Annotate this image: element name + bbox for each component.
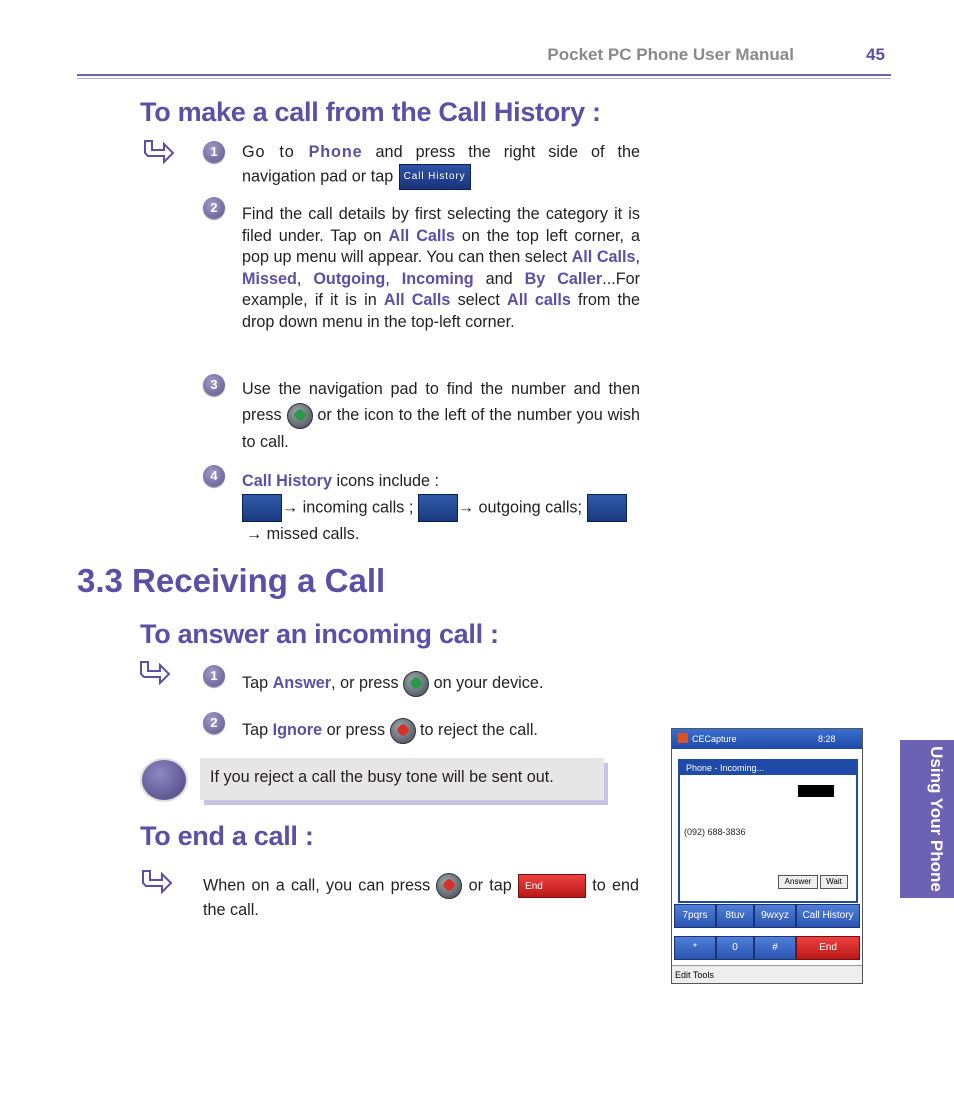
step-text: or press bbox=[322, 721, 386, 739]
answer-step-2-text bbox=[242, 717, 640, 744]
sep: , bbox=[385, 269, 402, 288]
section-number: 3.3 bbox=[77, 562, 123, 599]
incoming-call-icon bbox=[242, 494, 282, 522]
term: By Caller bbox=[524, 269, 603, 288]
term: Missed bbox=[242, 269, 297, 288]
end-button-icon bbox=[436, 873, 462, 899]
key-8[interactable]: 8tuv bbox=[716, 904, 754, 928]
step-text: or the icon to the left of the number you wish to call. bbox=[242, 406, 640, 451]
sep: , bbox=[635, 248, 641, 267]
step-2-text bbox=[242, 204, 640, 334]
step-text: icons include : bbox=[331, 472, 440, 490]
header-rule-thin bbox=[77, 78, 891, 79]
step-4-text bbox=[242, 469, 640, 547]
sep: , bbox=[296, 269, 314, 288]
key-9[interactable]: 9wxyz bbox=[754, 904, 796, 928]
caller-number: (092) 688-3836 bbox=[684, 827, 746, 837]
note-text: If you reject a call the busy tone will be sent out. bbox=[210, 768, 554, 786]
header-rule bbox=[77, 74, 891, 76]
chapter-side-tab bbox=[900, 740, 954, 898]
missed-label: → missed calls. bbox=[246, 525, 360, 543]
section-title-text: Receiving a Call bbox=[132, 562, 386, 599]
step-text: Tap bbox=[242, 674, 273, 692]
step-text: , or press bbox=[331, 674, 399, 692]
incoming-label: → incoming calls ; bbox=[282, 498, 414, 517]
phone-term: Phone bbox=[308, 143, 363, 161]
end-call-text bbox=[203, 873, 639, 922]
step-number-2: 2 bbox=[203, 197, 225, 219]
term: Answer bbox=[272, 674, 332, 692]
pointer-arrow-icon bbox=[140, 868, 174, 894]
note-box bbox=[200, 758, 604, 800]
running-header-title: Pocket PC Phone User Manual bbox=[547, 45, 794, 64]
key-star[interactable]: * bbox=[674, 936, 716, 960]
step-1-text bbox=[242, 142, 640, 190]
side-tab-label: Using Your Phone bbox=[927, 746, 946, 892]
step-text: Tap bbox=[242, 721, 273, 739]
wait-button[interactable]: Wait bbox=[820, 875, 848, 889]
step-text: on your device. bbox=[429, 674, 544, 692]
talk-button-icon bbox=[403, 671, 429, 697]
heading-call-history: To make a call from the Call History : bbox=[140, 97, 601, 127]
device-screenshot bbox=[671, 728, 863, 984]
call-history-button-icon: Call History bbox=[399, 164, 471, 190]
talk-button-icon bbox=[287, 403, 313, 429]
call-history-key[interactable]: Call History bbox=[796, 904, 860, 928]
device-menu-bar[interactable]: Edit Tools bbox=[672, 965, 862, 983]
key-hash[interactable]: # bbox=[754, 936, 796, 960]
step-text: Find the call details by first selecting the category it is filed under. Tap on bbox=[242, 205, 640, 245]
missed-call-icon bbox=[587, 494, 627, 522]
device-time: 8:28 bbox=[818, 734, 836, 744]
pointer-arrow-icon bbox=[142, 138, 176, 164]
outgoing-label: → outgoing calls; bbox=[457, 498, 583, 517]
step-3-text bbox=[242, 376, 640, 455]
step-number-2: 2 bbox=[203, 712, 225, 734]
step-text: Go to bbox=[242, 143, 309, 161]
step-text: from the drop down menu in the top-left corner. bbox=[242, 291, 641, 331]
device-title-bar bbox=[672, 729, 862, 749]
end-key[interactable]: End bbox=[796, 936, 860, 960]
heading-answer-call: To answer an incoming call : bbox=[140, 619, 499, 649]
device-app-title: CECapture bbox=[692, 734, 737, 744]
outgoing-call-icon bbox=[418, 494, 458, 522]
step-number-3: 3 bbox=[203, 374, 225, 396]
lightbulb-note-icon bbox=[140, 758, 188, 802]
term: All Calls bbox=[388, 226, 455, 245]
step-text: to reject the call. bbox=[415, 721, 538, 739]
step-number-1: 1 bbox=[203, 665, 225, 687]
step-text: to end the call. bbox=[203, 876, 640, 919]
step-text: select bbox=[450, 291, 507, 310]
step-text: ...For example, if it is in bbox=[242, 269, 640, 310]
step-text: Use the navigation pad to find the number and then press bbox=[242, 380, 640, 424]
term: All calls bbox=[507, 291, 571, 310]
page-number: 45 bbox=[866, 45, 885, 64]
key-0[interactable]: 0 bbox=[716, 936, 754, 960]
answer-step-1-text bbox=[242, 670, 640, 697]
heading-end-call: To end a call : bbox=[140, 821, 314, 851]
pointer-arrow-icon bbox=[138, 659, 172, 685]
key-7[interactable]: 7pqrs bbox=[674, 904, 716, 928]
term: All Calls bbox=[571, 248, 636, 267]
step-text: and bbox=[473, 269, 525, 288]
term: Outgoing bbox=[313, 269, 386, 288]
dialog-title: Phone - Incoming... bbox=[680, 761, 856, 775]
step-text: When on a call, you can press bbox=[203, 876, 431, 895]
section-title bbox=[77, 562, 385, 600]
incoming-dialog bbox=[678, 759, 858, 903]
step-text: and press the right side of the navigation pad or tap bbox=[242, 143, 641, 185]
step-number-1: 1 bbox=[203, 141, 225, 163]
term: Ignore bbox=[272, 721, 323, 739]
answer-button[interactable]: Answer bbox=[778, 875, 818, 889]
step-text: or tap bbox=[462, 876, 512, 895]
term: Call History bbox=[242, 472, 332, 490]
step-number-4: 4 bbox=[203, 465, 225, 487]
step-text: on the top left corner, a pop up menu will appear. You can then select bbox=[242, 226, 640, 267]
signal-icon bbox=[798, 785, 834, 797]
end-softkey-icon: End bbox=[518, 874, 586, 898]
end-button-icon bbox=[390, 718, 416, 744]
term: Incoming bbox=[401, 269, 474, 288]
term: All Calls bbox=[383, 291, 451, 310]
windows-start-icon bbox=[678, 733, 688, 743]
